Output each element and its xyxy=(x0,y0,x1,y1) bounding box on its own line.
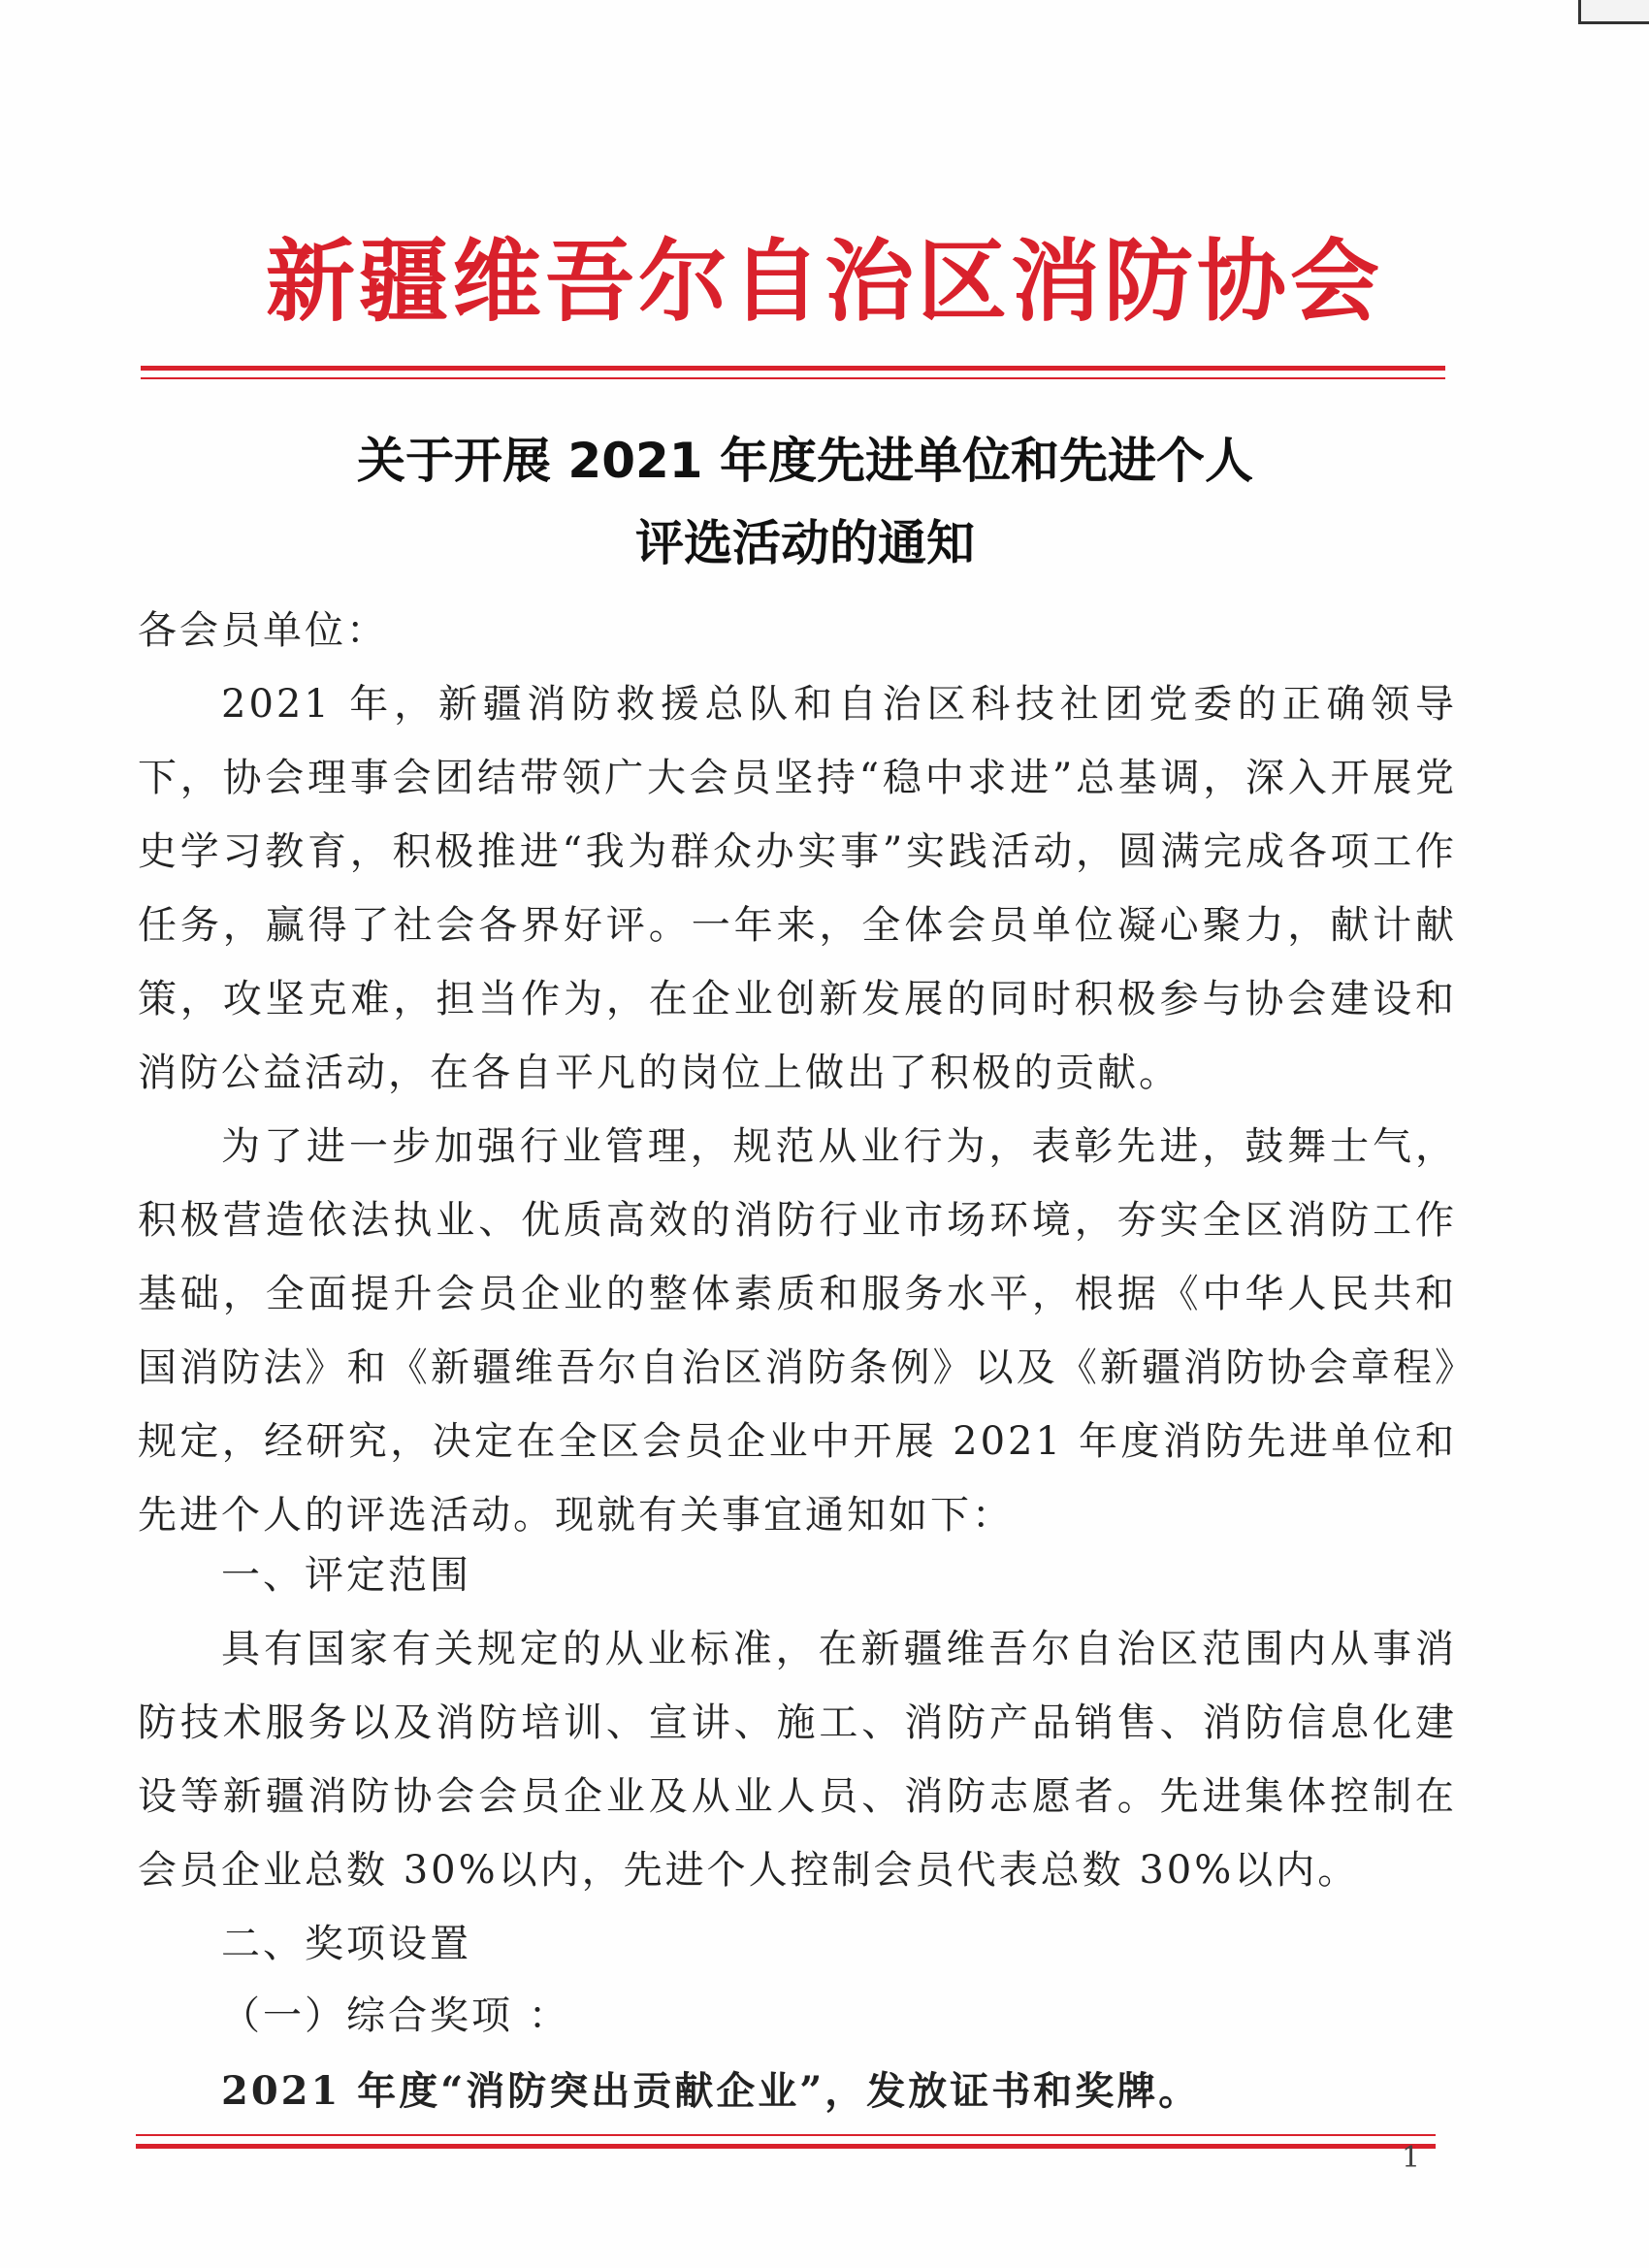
page-number: 1 xyxy=(1402,2141,1421,2175)
award-line: 2021 年度“消防突出贡献企业”，发放证书和奖牌。 xyxy=(221,2068,1201,2114)
footer-rule-thick xyxy=(136,2144,1436,2149)
notice-title-line-1: 关于开展 2021 年度先进单位和先进个人 xyxy=(357,433,1253,489)
masthead-title: 新疆维吾尔自治区消防协会 xyxy=(265,229,1383,334)
masthead-rule-thick xyxy=(141,366,1445,371)
subsection-heading-comprehensive: （一）综合奖项 ： xyxy=(221,1993,570,2038)
section-heading-scope: 一、评定范围 xyxy=(221,1553,471,1598)
paragraph-intro: 2021 年，新疆消防救援总队和自治区科技社团党委的正确领导下，协会理事会团结带领广大会员坚持“稳中求进”总基调，深入开展党史学习教育，积极推进“我为群众办实事”实践活动，圆满完成各项工作任务，赢得了社会各界好评。一年来，全体会员单位凝心聚力，献计献策，攻坚克难，担当作为，在企业创新发展的同时积极参与协会建设和消防公益活动，在各自平凡的岗位上做出了积极的贡献。 xyxy=(138,682,1457,1095)
section-heading-awards: 二、奖项设置 xyxy=(221,1922,471,1966)
footer-rule-thin xyxy=(136,2134,1436,2136)
salutation: 各会员单位： xyxy=(138,608,388,653)
scan-corner-mark xyxy=(1578,0,1649,24)
paragraph-purpose: 为了进一步加强行业管理，规范从业行为，表彰先进，鼓舞士气，积极营造依法执业、优质高效的消防行业市场环境，夯实全区消防工作基础，全面提升会员企业的整体素质和服务水平，根据《中华人民共和国消防法》和《新疆维吾尔自治区消防条例》以及《新疆消防协会章程》规定，经研究，决定在全区会员企业中开展 2021 年度消防先进单位和先进个人的评选活动。现就有关事宜通知如下： xyxy=(138,1124,1457,1538)
notice-title-line-2: 评选活动的通知 xyxy=(635,515,975,571)
masthead-rule-thin xyxy=(141,377,1445,379)
paragraph-scope: 具有国家有关规定的从业标准，在新疆维吾尔自治区范围内从事消防技术服务以及消防培训、宣讲、施工、消防产品销售、消防信息化建设等新疆消防协会会员企业及从业人员、消防志愿者。先进集体控制在会员企业总数 30%以内，先进个人控制会员代表总数 30%以内。 xyxy=(138,1627,1457,1893)
